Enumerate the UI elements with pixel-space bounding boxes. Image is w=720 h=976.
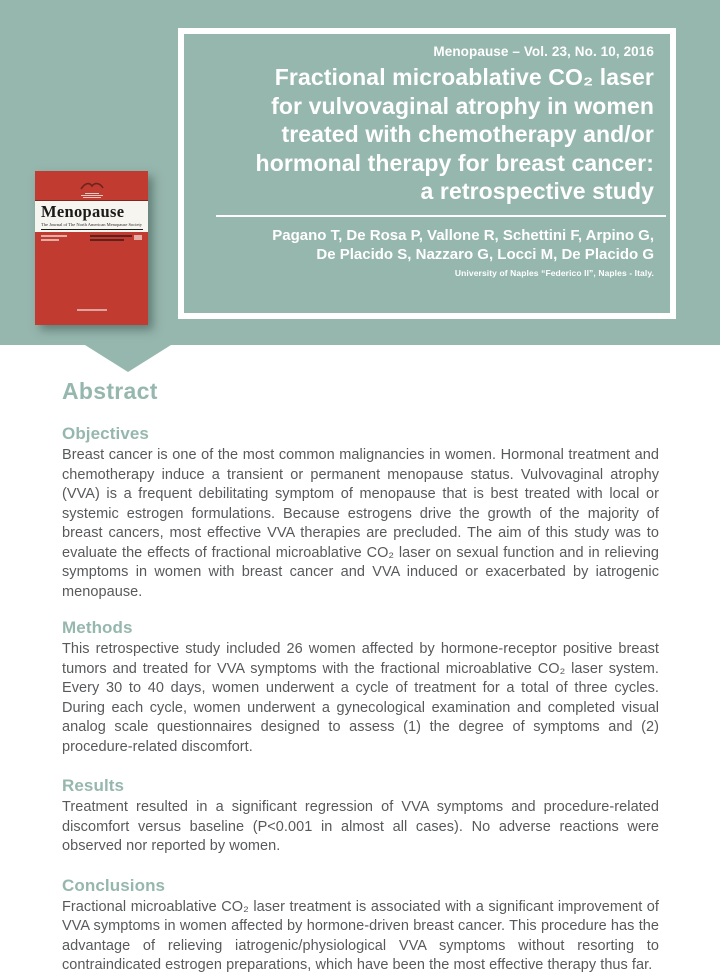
abstract-content [0,378,720,976]
section-methods [62,618,659,757]
section-conclusions [62,876,659,976]
section-text-results: Treatment resulted in a significant regression of VVA symptoms and procedure-related discomfort versus baseline (P<0.001 in almost all cases). No adverse reactions were observed nor reported by women. [62,799,659,854]
authors-line: De Placido S, Nazzaro G, Locci M, De Placido G [316,245,654,263]
section-heading-conclusions: Conclusions [62,875,166,895]
title-box [178,28,676,319]
section-text-objectives: Breast cancer is one of the most common malignancies in women. Hormonal treatment and chemotherapy induce a transient or permanent menopause status. Vulvovaginal atrophy (VVA) is a frequent debilitating symptom of menopause that is best treated with local or systemic estrogen formulations. Because estrogens drive the growth of the majority of breast cancers, most effective VVA therapies are precluded. The aim of this study was to evaluate the effects of fractional microablative CO₂ laser on sexual function and in relieving symptoms in women with breast cancer and VVA induced or exacerbated by iatrogenic menopause. [62,447,659,600]
section-heading-objectives: Objectives [62,424,149,443]
abstract-heading: Abstract [62,378,158,404]
paper-title-line: Fractional microablative CO₂ laser [274,64,654,90]
cover-journal-name: Menopause [41,202,125,221]
cover-year-badge-placeholder [134,235,142,240]
cover-logo-text-placeholder [81,193,103,198]
journal-cover [35,171,148,325]
band-notch-chevron [85,345,171,372]
title-authors-divider [216,215,666,217]
paper-title-line: hormonal therapy for breast cancer: [255,149,654,176]
cover-masthead [35,200,148,232]
section-text-conclusions: Fractional microablative CO₂ laser treatment is associated with a significant improvement of VVA symptoms in women affected by hormone-driven breast cancer. This procedure has the advantage of relieving iatrogenic/physiological VVA symptoms without resorting to contraindicated estrogen preparations, which have been the most effective therapy thus far. [62,898,659,973]
journal-reference: Menopause – Vol. 23, No. 10, 2016 [433,44,654,59]
authors-list [198,226,654,264]
affiliation: University of Naples “Federico II”, Naples - Italy. [454,267,654,278]
paper-title-line: for vulvovaginal atrophy in women [271,92,654,119]
paper-title [198,63,654,206]
authors-line: Pagano T, De Rosa P, Vallone R, Schettini F, Arpino G, [272,226,654,244]
cover-issue-info-placeholder [35,232,148,243]
section-objectives [62,424,659,602]
section-heading-results: Results [62,776,125,795]
section-text-methods: This retrospective study included 26 women affected by hormone-receptor positive breast tumors and treated for VVA symptoms with the fractional microablative CO₂ laser system. Every 30 to 40 days, women underwent a cycle of treatment for a total of three cycles. During each cycle, women underwent a gynecological examination and completed visual analog scale questionnaires designed to assess (1) the degree of symptoms and (2) procedure-related discomfort. [62,641,659,755]
nams-logo-icon [35,171,148,200]
section-results [62,776,659,857]
paper-title-line: a retrospective study [420,178,654,204]
section-heading-methods: Methods [62,618,133,637]
cover-volume-text-placeholder [41,235,67,243]
cover-publisher-text-placeholder [77,309,107,311]
cover-journal-subtitle: The Journal of The North American Menopause Society [41,222,143,230]
paper-title-line: treated with chemotherapy and/or [281,121,654,147]
cover-contents-text-placeholder [90,235,142,243]
